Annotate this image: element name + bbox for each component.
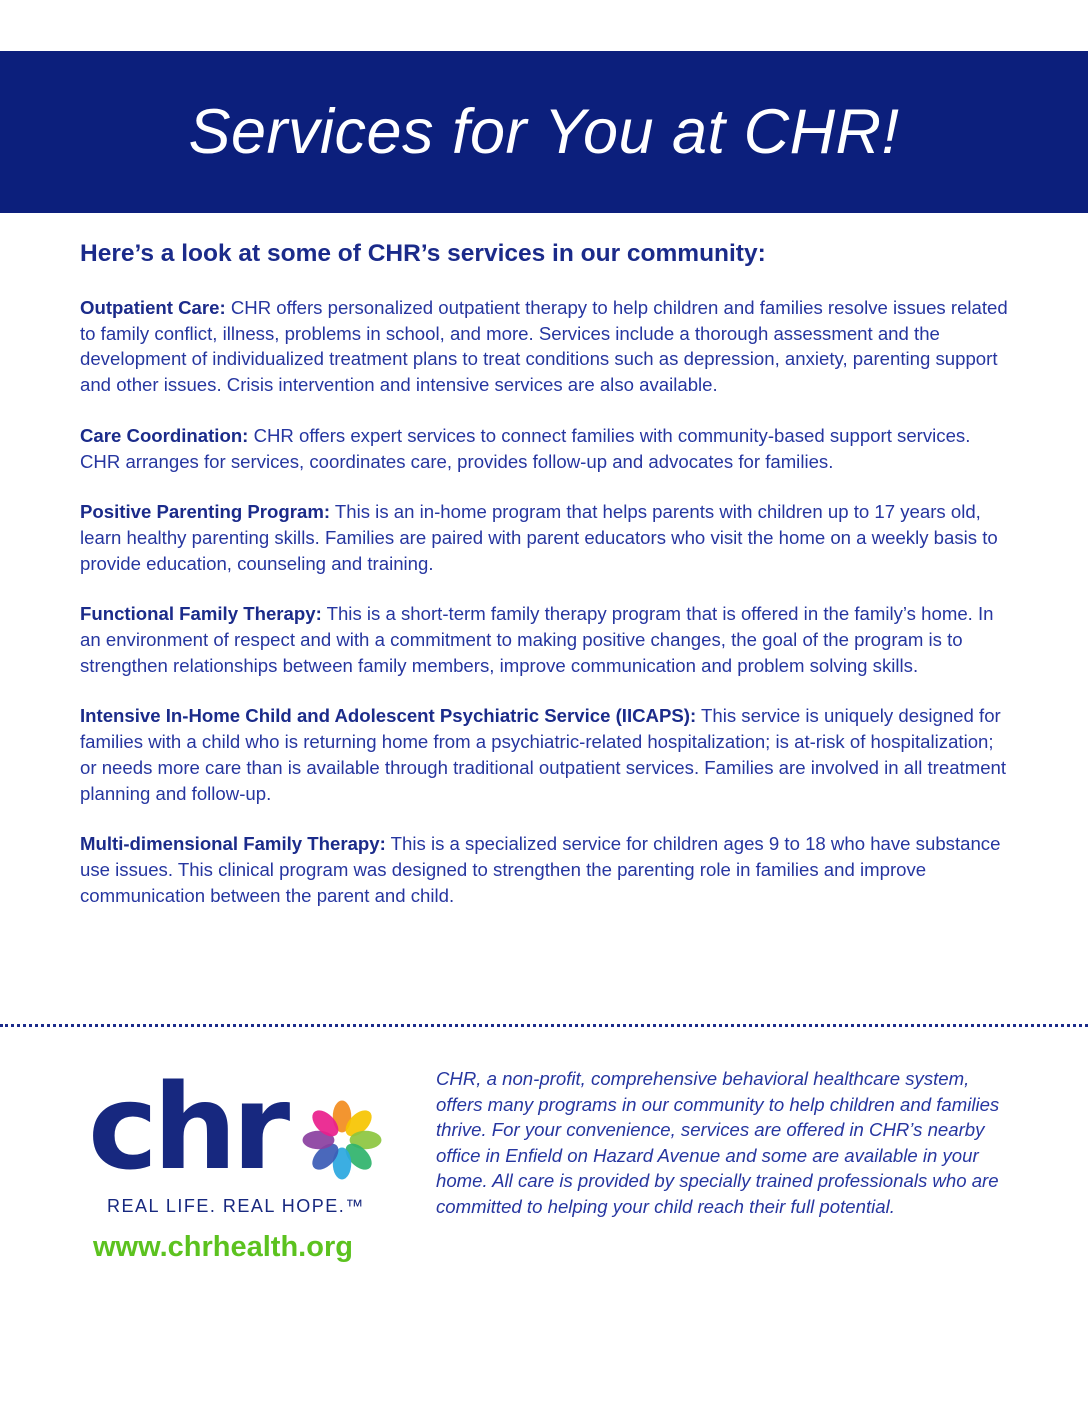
flower-icon [300,1098,384,1182]
service-functional-family-therapy [80,601,1015,678]
service-outpatient-care [80,295,1015,398]
service-name: Intensive In-Home Child and Adolescent Psychiatric Service (IICAPS): [80,705,697,727]
service-positive-parenting [80,499,1015,576]
page-title: Services for You at CHR! [188,97,900,167]
service-name: Positive Parenting Program: [80,501,331,523]
service-care-coordination [80,423,1015,474]
service-description: This is a short-term family therapy program that is offered in the family’s home. In an environment of respect and with a commitment to making positive changes, the goal of the program is to strengthen relationships between family members, improve communication and problem solving skills. [80,603,994,676]
service-name: Outpatient Care: [80,297,226,318]
service-description: CHR offers personalized outpatient therapy to help children and families resolve issues related to family conflict, illness, problems in school, and more. Services include a thorough assessment and the development of individualized treatment plans to treat conditions such as depression, anxiety, parenting support and other issues. Crisis intervention and intensive services are also available. [80,297,1008,396]
service-description: CHR offers expert services to connect families with community-based support services. CHR arranges for services, coordinates care, provides follow-up and advocates for families. [80,424,971,472]
logo-tagline: REAL LIFE. REAL HOPE.™ [107,1196,365,1216]
service-iicaps [80,703,1015,806]
service-name: Functional Family Therapy: [80,603,322,625]
service-name: Care Coordination: [80,424,249,446]
header-banner [0,51,1088,213]
service-description: This is a specialized service for children ages 9 to 18 who have substance use issues. This clinical program was designed to strengthen the parenting role in families and improve communication between the parent and child. [80,833,1001,906]
dotted-divider [0,1024,1088,1027]
website-link[interactable]: www.chrhealth.org [93,1231,353,1263]
service-name: Multi-dimensional Family Therapy: [80,833,386,855]
intro-heading: Here’s a look at some of CHR’s services in our community: [80,240,766,267]
logo-wordmark: chr [88,1058,286,1196]
about-chr-text: CHR, a non-profit, comprehensive behavioral healthcare system, offers many programs in our community to help children and families thrive. For your convenience, services are offered in CHR’s nearby office in Enfield on Hazard Avenue and some are available in your home. All care is provided by specially trained professionals who are committed to helping your child reach their full potential. [436,1068,1000,1217]
service-description: This service is uniquely designed for families with a child who is returning home from a psychiatric-related hospitalization; is at-risk of hospitalization; or needs more care than is available through traditional outpatient services. Families are involved in all treatment planning and follow-up. [80,705,1007,804]
services-section [80,238,1015,933]
service-multidimensional-family-therapy [80,831,1015,908]
service-description: This is an in-home program that helps parents with children up to 17 years old, learn healthy parenting skills. Families are paired with parent educators who visit the home on a weekly basis to provide education, counseling and training. [80,501,998,574]
